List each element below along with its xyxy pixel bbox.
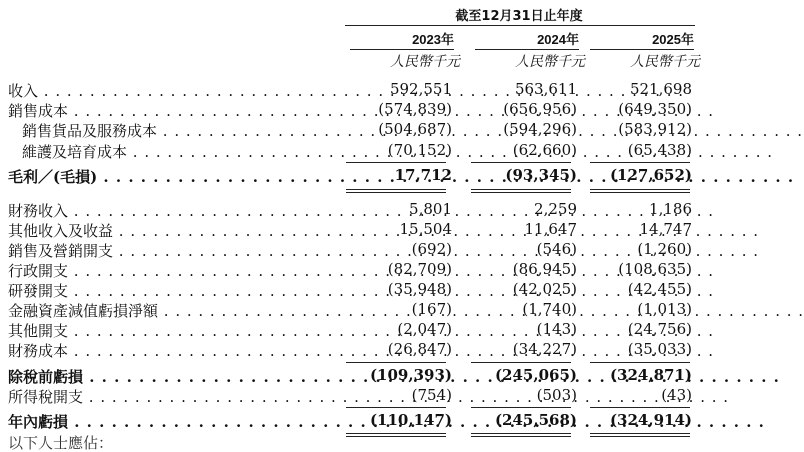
row-label: 銷售及營銷開支 . . . [8,240,328,261]
column-year: 2024年 [537,32,579,47]
value-2023: 5,801 [409,200,452,218]
value-2025: (43) [661,386,692,404]
value-2023: (82,709) [387,260,452,278]
subtotal-rule [346,362,446,363]
value-2023: 15,504 [399,220,452,238]
table-row-finance-income [0,200,700,220]
value-2024: (1,740) [522,300,577,318]
value-2023: (109,393) [369,366,452,384]
value-2025: (1,260) [637,240,692,258]
value-2025: (65,438) [627,141,692,159]
total-rule [590,192,690,193]
value-2025: (42,455) [627,280,692,298]
value-2025: (24,756) [627,320,692,338]
value-2025: (324,914) [609,411,692,429]
column-year: 2023年 [412,32,454,47]
value-2024: 563,611 [514,80,577,98]
table-row-income-tax [0,386,700,406]
row-label: 行政開支 . . . [8,260,328,281]
value-2025: (127,652) [609,166,692,184]
total-rule [471,436,571,437]
table-row-cost-of-goods [0,120,700,140]
column-unit: 人民幣千元 [515,54,585,70]
row-label: 毛利／(毛損) . . . [8,166,328,187]
table-row-finance-costs [0,340,700,360]
row-label: 財務成本 . . . [8,340,328,361]
value-2024: (594,296) [503,120,577,138]
value-2024: (143) [536,320,577,338]
value-2024: (245,568) [494,411,577,429]
value-2025: (35,033) [627,340,692,358]
table-row-admin-expenses [0,260,700,280]
column-year: 2025年 [652,32,694,47]
column-rule [350,49,454,50]
value-2025: (324,871) [609,366,692,384]
subtotal-rule [471,407,571,408]
table-row-gross-profit [0,166,700,186]
column-unit: 人民幣千元 [390,54,460,70]
table-row-maintenance-cost [0,141,700,161]
row-label: 年內虧損 . . . [8,411,328,432]
value-2025: (583,912) [618,120,692,138]
value-2025: (649,350) [618,100,692,118]
value-2023: (504,687) [378,120,452,138]
value-2024: (34,227) [512,340,577,358]
value-2023: (167) [411,300,452,318]
total-rule [590,433,690,434]
subtotal-rule [590,407,690,408]
subtotal-rule [471,362,571,363]
value-2024: (62,660) [512,141,577,159]
subtotal-rule [346,407,446,408]
column-unit: 人民幣千元 [630,54,700,70]
value-2024: (245,065) [494,366,577,384]
total-rule [346,192,446,193]
table-row-other-expenses [0,320,700,340]
table-row-loss-before-tax [0,366,700,386]
value-2023: (70,152) [387,141,452,159]
table-row-impairment-loss [0,300,700,320]
total-rule [590,436,690,437]
column-rule [475,49,579,50]
column-header-2023 [342,29,462,71]
total-rule [471,189,571,190]
value-2025: 14,747 [639,220,692,238]
column-header-2024 [467,29,587,71]
total-rule [471,433,571,434]
table-row-loss-for-year [0,411,700,431]
column-header-2025 [582,29,702,71]
value-2023: (754) [411,386,452,404]
value-2023: 592,551 [389,80,452,98]
row-label: 其他開支 . . . [8,320,328,341]
value-2024: 2,259 [534,200,577,218]
total-rule [346,436,446,437]
total-rule [346,433,446,434]
subtotal-rule [346,162,446,163]
value-2024: 11,647 [524,220,577,238]
table-row-revenue [0,80,700,100]
value-2025: 521,698 [629,80,692,98]
period-underline [345,25,695,26]
row-label: 所得稅開支 . . . [8,386,328,407]
value-2023: (2,047) [397,320,452,338]
value-2023: (692) [411,240,452,258]
value-2024: (546) [536,240,577,258]
row-label: 收入 . . . [8,80,328,101]
period-header: 截至12月31日止年度 [455,9,583,24]
value-2023: (574,839) [378,100,452,118]
subtotal-rule [590,162,690,163]
total-rule [346,189,446,190]
footer-partial-text: 以下人士應佔： [8,434,114,452]
row-label: 銷售成本 . . . [8,100,328,121]
row-label: 維護及培育成本 . . . [22,141,328,162]
row-label: 研發開支 . . . [8,280,328,301]
value-2024: (93,345) [505,166,577,184]
row-label: 除稅前虧損 . . . [8,366,328,387]
row-label: 財務收入 . . . [8,200,328,221]
subtotal-rule [471,162,571,163]
value-2025: 1,186 [649,200,692,218]
value-2023: 17,712 [394,166,452,184]
value-2023: (110,147) [369,411,452,429]
row-label: 其他收入及收益 . . . [8,220,328,241]
table-row-other-income [0,220,700,240]
row-label: 銷售貨品及服務成本 . . . [22,120,328,141]
value-2023: (35,948) [387,280,452,298]
value-2024: (42,025) [512,280,577,298]
value-2024: (656,956) [503,100,577,118]
value-2023: (26,847) [387,340,452,358]
row-label: 金融資產減值虧損淨額 . . . [8,300,328,321]
value-2025: (1,013) [637,300,692,318]
value-2024: (503) [536,386,577,404]
table-row-cost-of-sales [0,100,700,120]
value-2025: (108,635) [618,260,692,278]
column-rule [590,49,694,50]
total-rule [471,192,571,193]
total-rule [590,189,690,190]
subtotal-rule [590,362,690,363]
table-row-rnd-expenses [0,280,700,300]
value-2024: (86,945) [512,260,577,278]
table-row-selling-expenses [0,240,700,260]
